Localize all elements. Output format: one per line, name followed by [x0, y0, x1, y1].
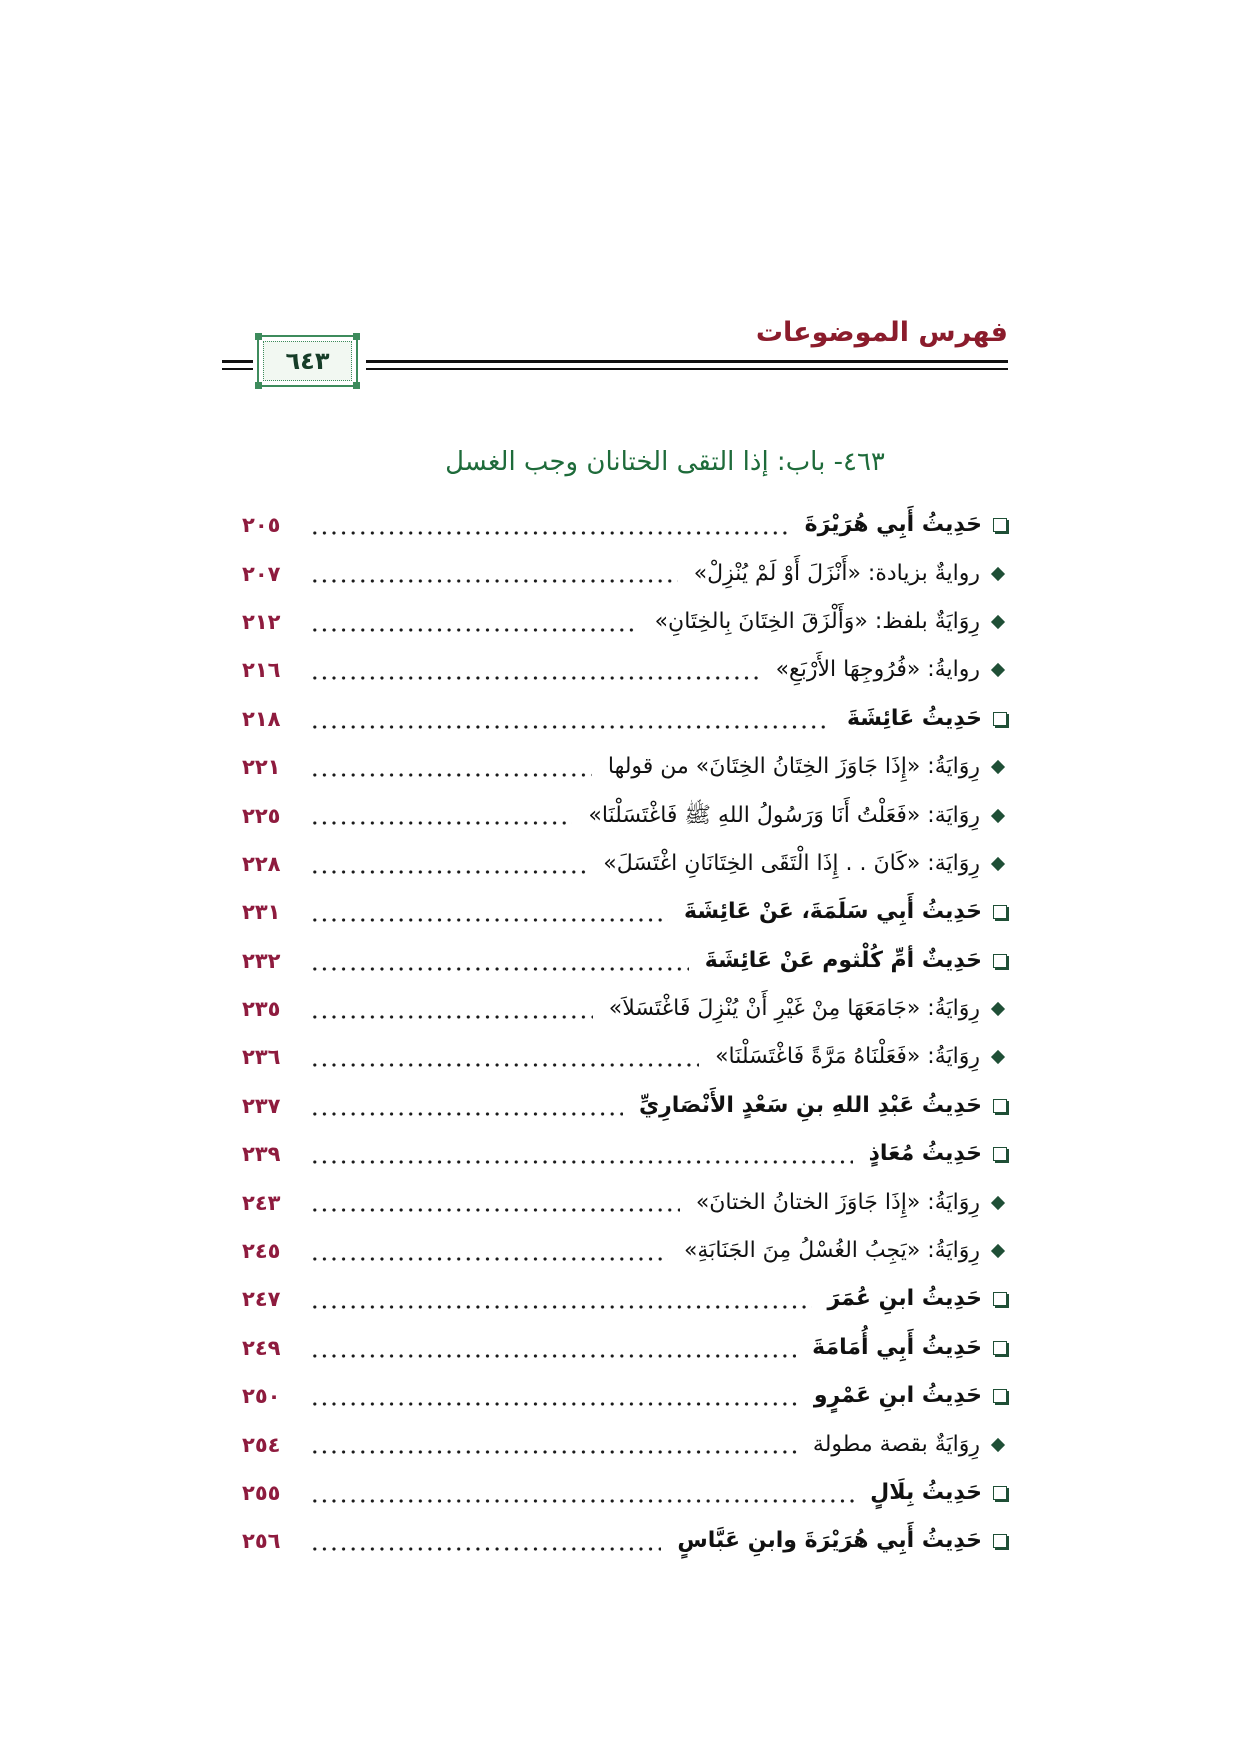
dot-leader	[310, 646, 760, 694]
dot-leader	[310, 985, 593, 1033]
dot-leader	[310, 1227, 668, 1275]
diamond-bullet-icon	[991, 1244, 1005, 1258]
toc-entry-hadith	[242, 695, 1008, 743]
diamond-bullet-icon	[991, 615, 1005, 629]
toc-entry-riwaya	[242, 598, 1008, 646]
header-rule-right-thick	[366, 360, 1008, 363]
toc-page-number: ٢٢٨	[242, 851, 281, 876]
dot-leader	[310, 1372, 798, 1420]
diamond-bullet-icon	[991, 808, 1005, 822]
toc-entry-title: حَدِيثُ مُعَاذٍ	[868, 1141, 982, 1167]
toc-page-number: ٢٣٢	[242, 948, 281, 973]
toc-entry-riwaya	[242, 1178, 1008, 1226]
frame-ornament-icon	[353, 382, 360, 389]
toc-entry-title: حَدِيثُ عَائِشَةَ	[846, 705, 982, 731]
dot-leader	[310, 501, 789, 549]
diamond-bullet-icon	[991, 1438, 1005, 1452]
toc-page-number: ٢٣٧	[242, 1093, 281, 1118]
toc-page-number: ٢١٦	[242, 658, 281, 683]
toc-entry-title: رِوَايَةُ: «جَامَعَهَا مِنْ غَيْرِ أَنْ يُنْزِلَ فَاغْتَسَلاَ»	[608, 996, 980, 1022]
toc-entry-title: حَدِيثُ أَبِي هُرَيْرَةَ وابنِ عَبَّاسٍ	[677, 1528, 982, 1554]
toc-entry-riwaya	[242, 840, 1008, 888]
dot-leader	[310, 1178, 680, 1226]
toc-entry-hadith	[242, 1517, 1008, 1565]
toc-page-number: ٢٢١	[242, 755, 281, 780]
toc-entry-hadith	[242, 1082, 1008, 1130]
toc-entry-title: حَدِيثُ أَبِي أُمَامَةَ	[812, 1334, 982, 1360]
dot-leader	[310, 1275, 812, 1323]
toc-entry-riwaya	[242, 791, 1008, 839]
toc-page-number: ٢٤٧	[242, 1287, 281, 1312]
dot-leader	[310, 549, 678, 597]
running-header-title: فهرس الموضوعات	[755, 317, 1008, 348]
toc-page-number: ٢٠٥	[242, 513, 281, 538]
dot-leader	[310, 598, 639, 646]
square-bullet-icon	[993, 1534, 1007, 1548]
dot-leader	[310, 791, 572, 839]
square-bullet-icon	[993, 905, 1007, 919]
diamond-bullet-icon	[991, 1002, 1005, 1016]
dot-leader	[310, 937, 689, 985]
toc-entry-riwaya	[242, 1420, 1008, 1468]
page-number-inner-frame	[263, 341, 352, 381]
toc-page-number: ٢٣٥	[242, 997, 281, 1022]
toc-entry-title: رِوَايَةٌ بلفظ: «وَأَلْزَقَ الخِتَانَ بِالخِتَانِ»	[654, 608, 980, 634]
toc-entry-title: رِوَايَةُ: «إِذَا جَاوَزَ الخِتَانُ الخِتَانَ» من قولها	[607, 754, 980, 780]
square-bullet-icon	[993, 1292, 1007, 1306]
toc-entry-riwaya	[242, 985, 1008, 1033]
toc-entry-hadith	[242, 1324, 1008, 1372]
diamond-bullet-icon	[991, 1196, 1005, 1210]
toc-entry-title: روايةُ: «فُرُوجِهَا الأَرْبَعِ»	[775, 657, 980, 683]
toc-entry-riwaya	[242, 1227, 1008, 1275]
toc-page-number: ٢٣٦	[242, 1045, 281, 1070]
dot-leader	[310, 1469, 854, 1517]
toc-page-number: ٢٥٤	[242, 1432, 281, 1457]
toc-entry-riwaya	[242, 743, 1008, 791]
dot-leader	[310, 1033, 699, 1081]
toc-entry-hadith	[242, 501, 1008, 549]
toc-entry-title: رِوَايَةٌ بقصة مطولة	[812, 1431, 980, 1457]
toc-entry-title: حَدِيثُ بِلَالٍ	[870, 1480, 982, 1505]
diamond-bullet-icon	[991, 1050, 1005, 1064]
toc-entry-title: حَدِيثُ أَبِي هُرَيْرَةَ	[804, 512, 982, 538]
toc-entry-title: رِوَايَةُ: «فَعَلْنَاهُ مَرَّةً فَاغْتَسَلْنَا»	[715, 1044, 980, 1070]
toc-page-number: ٢٣٩	[242, 1142, 281, 1167]
chapter-title: ٤٦٣- باب: إذا التقى الختانان وجب الغسل	[445, 447, 885, 477]
dot-leader	[310, 743, 592, 791]
dot-leader	[310, 1517, 661, 1565]
toc-entry-hadith	[242, 1469, 1008, 1517]
square-bullet-icon	[993, 954, 1007, 968]
toc-page-number: ٢٣١	[242, 900, 281, 925]
toc-entry-hadith	[242, 1275, 1008, 1323]
square-bullet-icon	[993, 1486, 1007, 1500]
toc-page-number: ٢٤٥	[242, 1239, 281, 1264]
toc-page-number: ٢٠٧	[242, 561, 281, 586]
diamond-bullet-icon	[991, 857, 1005, 871]
toc-page-number: ٢٥٠	[242, 1384, 281, 1409]
dot-leader	[310, 840, 587, 888]
square-bullet-icon	[993, 1341, 1007, 1355]
toc-entry-hadith	[242, 888, 1008, 936]
toc-entry-title: رِوَايَة: «كَانَ . . إِذَا الْتَقَى الخِتَانَانِ اغْتَسَلَ»	[603, 850, 980, 876]
square-bullet-icon	[993, 712, 1007, 726]
toc-entry-hadith	[242, 937, 1008, 985]
toc-entry-hadith	[242, 1372, 1008, 1420]
toc-entry-title: حَدِيثُ أَبِي سَلَمَةَ، عَنْ عَائِشَةَ	[684, 899, 982, 925]
toc-entry-hadith	[242, 1130, 1008, 1178]
table-of-contents	[242, 501, 1008, 1566]
toc-entry-riwaya	[242, 549, 1008, 597]
toc-entry-title: حَدِيثُ ابنِ عُمَرَ	[827, 1286, 982, 1312]
header-rule-left-thin	[222, 368, 253, 370]
dot-leader	[310, 1082, 623, 1130]
toc-entry-title: روايةٌ بزيادة: «أَنْزَلَ أَوْ لَمْ يُنْزِلْ»	[693, 560, 980, 586]
toc-page-number: ٢٥٥	[242, 1481, 281, 1505]
toc-entry-riwaya	[242, 646, 1008, 694]
toc-entry-title: حَدِيثُ عَبْدِ اللهِ بنِ سَعْدٍ الأَنْصَارِيِّ	[638, 1092, 982, 1118]
toc-entry-title: رِوَايَةُ: «إِذَا جَاوَزَ الختانُ الختانَ»	[695, 1189, 980, 1215]
header-rule-left-thick	[222, 360, 253, 363]
square-bullet-icon	[993, 518, 1007, 532]
dot-leader	[310, 1420, 797, 1468]
square-bullet-icon	[993, 1099, 1007, 1113]
toc-page-number: ٢١٢	[242, 609, 281, 634]
toc-entry-riwaya	[242, 1033, 1008, 1081]
toc-entry-title: رِوَايَةُ: «يَجِبُ الغُسْلُ مِنَ الجَنَابَةِ»	[683, 1238, 980, 1264]
frame-ornament-icon	[255, 382, 262, 389]
dot-leader	[310, 1324, 796, 1372]
toc-page-number: ٢٤٩	[242, 1335, 281, 1360]
toc-entry-title: رِوَايَة: «فَعَلْتُ أَنَا وَرَسُولُ اللهِ ﷺ فَاغْتَسَلْنَا»	[588, 802, 980, 828]
square-bullet-icon	[993, 1147, 1007, 1161]
square-bullet-icon	[993, 1389, 1007, 1403]
toc-page-number: ٢٤٣	[242, 1190, 281, 1215]
header-rule-right-thin	[366, 368, 1008, 370]
toc-page-number: ٢٢٥	[242, 803, 281, 828]
toc-entry-title: حَدِيثٌ أمِّ كُلْثوم عَنْ عَائِشَةَ	[704, 947, 982, 973]
dot-leader	[310, 695, 831, 743]
frame-ornament-icon	[353, 333, 360, 340]
toc-page-number: ٢٥٦	[242, 1529, 281, 1554]
diamond-bullet-icon	[991, 760, 1005, 774]
page-number-frame	[257, 335, 358, 387]
diamond-bullet-icon	[991, 663, 1005, 677]
diamond-bullet-icon	[991, 567, 1005, 581]
dot-leader	[310, 1130, 853, 1178]
toc-entry-title: حَدِيثُ ابنِ عَمْرٍو	[813, 1383, 982, 1409]
frame-ornament-icon	[255, 333, 262, 340]
toc-page-number: ٢١٨	[242, 706, 281, 731]
dot-leader	[310, 888, 668, 936]
page-number: ٦٤٣	[285, 347, 330, 375]
